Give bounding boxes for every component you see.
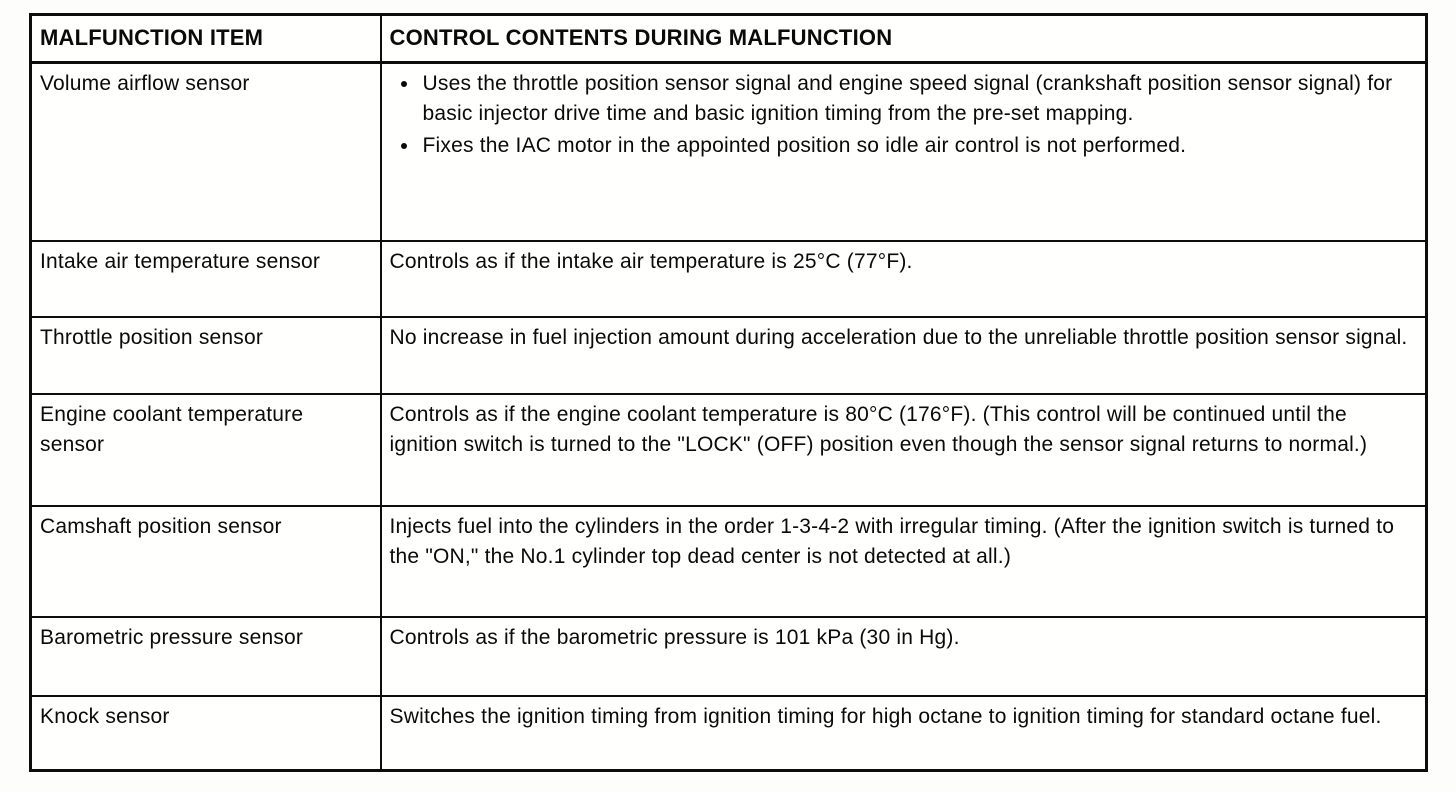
table-row xyxy=(31,506,1427,617)
table-header-row xyxy=(31,15,1427,63)
bullet-item: • Fixes the IAC motor in the appointed position so idle air control is not performed. xyxy=(420,131,1416,161)
malfunction-item-cell: Barometric pressure sensor xyxy=(31,617,381,696)
control-contents-cell: No increase in fuel injection amount during acceleration due to the unreliable throttle position sensor signal. xyxy=(381,317,1427,394)
control-contents-cell xyxy=(381,63,1427,241)
bullet-item: • Uses the throttle position sensor signal and engine speed signal (crankshaft position sensor signal) for basic injector drive time and basic ignition timing from the pre-set mapping. xyxy=(420,69,1416,129)
malfunction-item-cell: Knock sensor xyxy=(31,696,381,771)
control-contents-bullet-list xyxy=(390,69,1416,160)
malfunction-item-cell: Volume airflow sensor xyxy=(31,63,381,241)
malfunction-item-cell: Throttle position sensor xyxy=(31,317,381,394)
table-row xyxy=(31,63,1427,241)
header-malfunction-item: MALFUNCTION ITEM xyxy=(31,15,381,63)
control-contents-cell: Injects fuel into the cylinders in the order 1-3-4-2 with irregular timing. (After the ignition switch is turned to the "ON," the No.1 cylinder top dead center is not detected at all.) xyxy=(381,506,1427,617)
table-row xyxy=(31,696,1427,771)
table-row xyxy=(31,617,1427,696)
malfunction-item-cell: Intake air temperature sensor xyxy=(31,241,381,317)
header-control-contents: CONTROL CONTENTS DURING MALFUNCTION xyxy=(381,15,1427,63)
control-contents-cell: Controls as if the engine coolant temperature is 80°C (176°F). (This control will be continued until the ignition switch is turned to the "LOCK" (OFF) position even though the sensor signal returns to normal.) xyxy=(381,394,1427,506)
control-contents-cell: Switches the ignition timing from ignition timing for high octane to ignition timing for standard octane fuel. xyxy=(381,696,1427,771)
control-contents-cell: Controls as if the intake air temperature is 25°C (77°F). xyxy=(381,241,1427,317)
control-contents-cell: Controls as if the barometric pressure is 101 kPa (30 in Hg). xyxy=(381,617,1427,696)
malfunction-control-table xyxy=(29,13,1428,772)
table-row xyxy=(31,241,1427,317)
malfunction-item-cell: Camshaft position sensor xyxy=(31,506,381,617)
table-row xyxy=(31,394,1427,506)
malfunction-item-cell: Engine coolant temperature sensor xyxy=(31,394,381,506)
table-row xyxy=(31,317,1427,394)
